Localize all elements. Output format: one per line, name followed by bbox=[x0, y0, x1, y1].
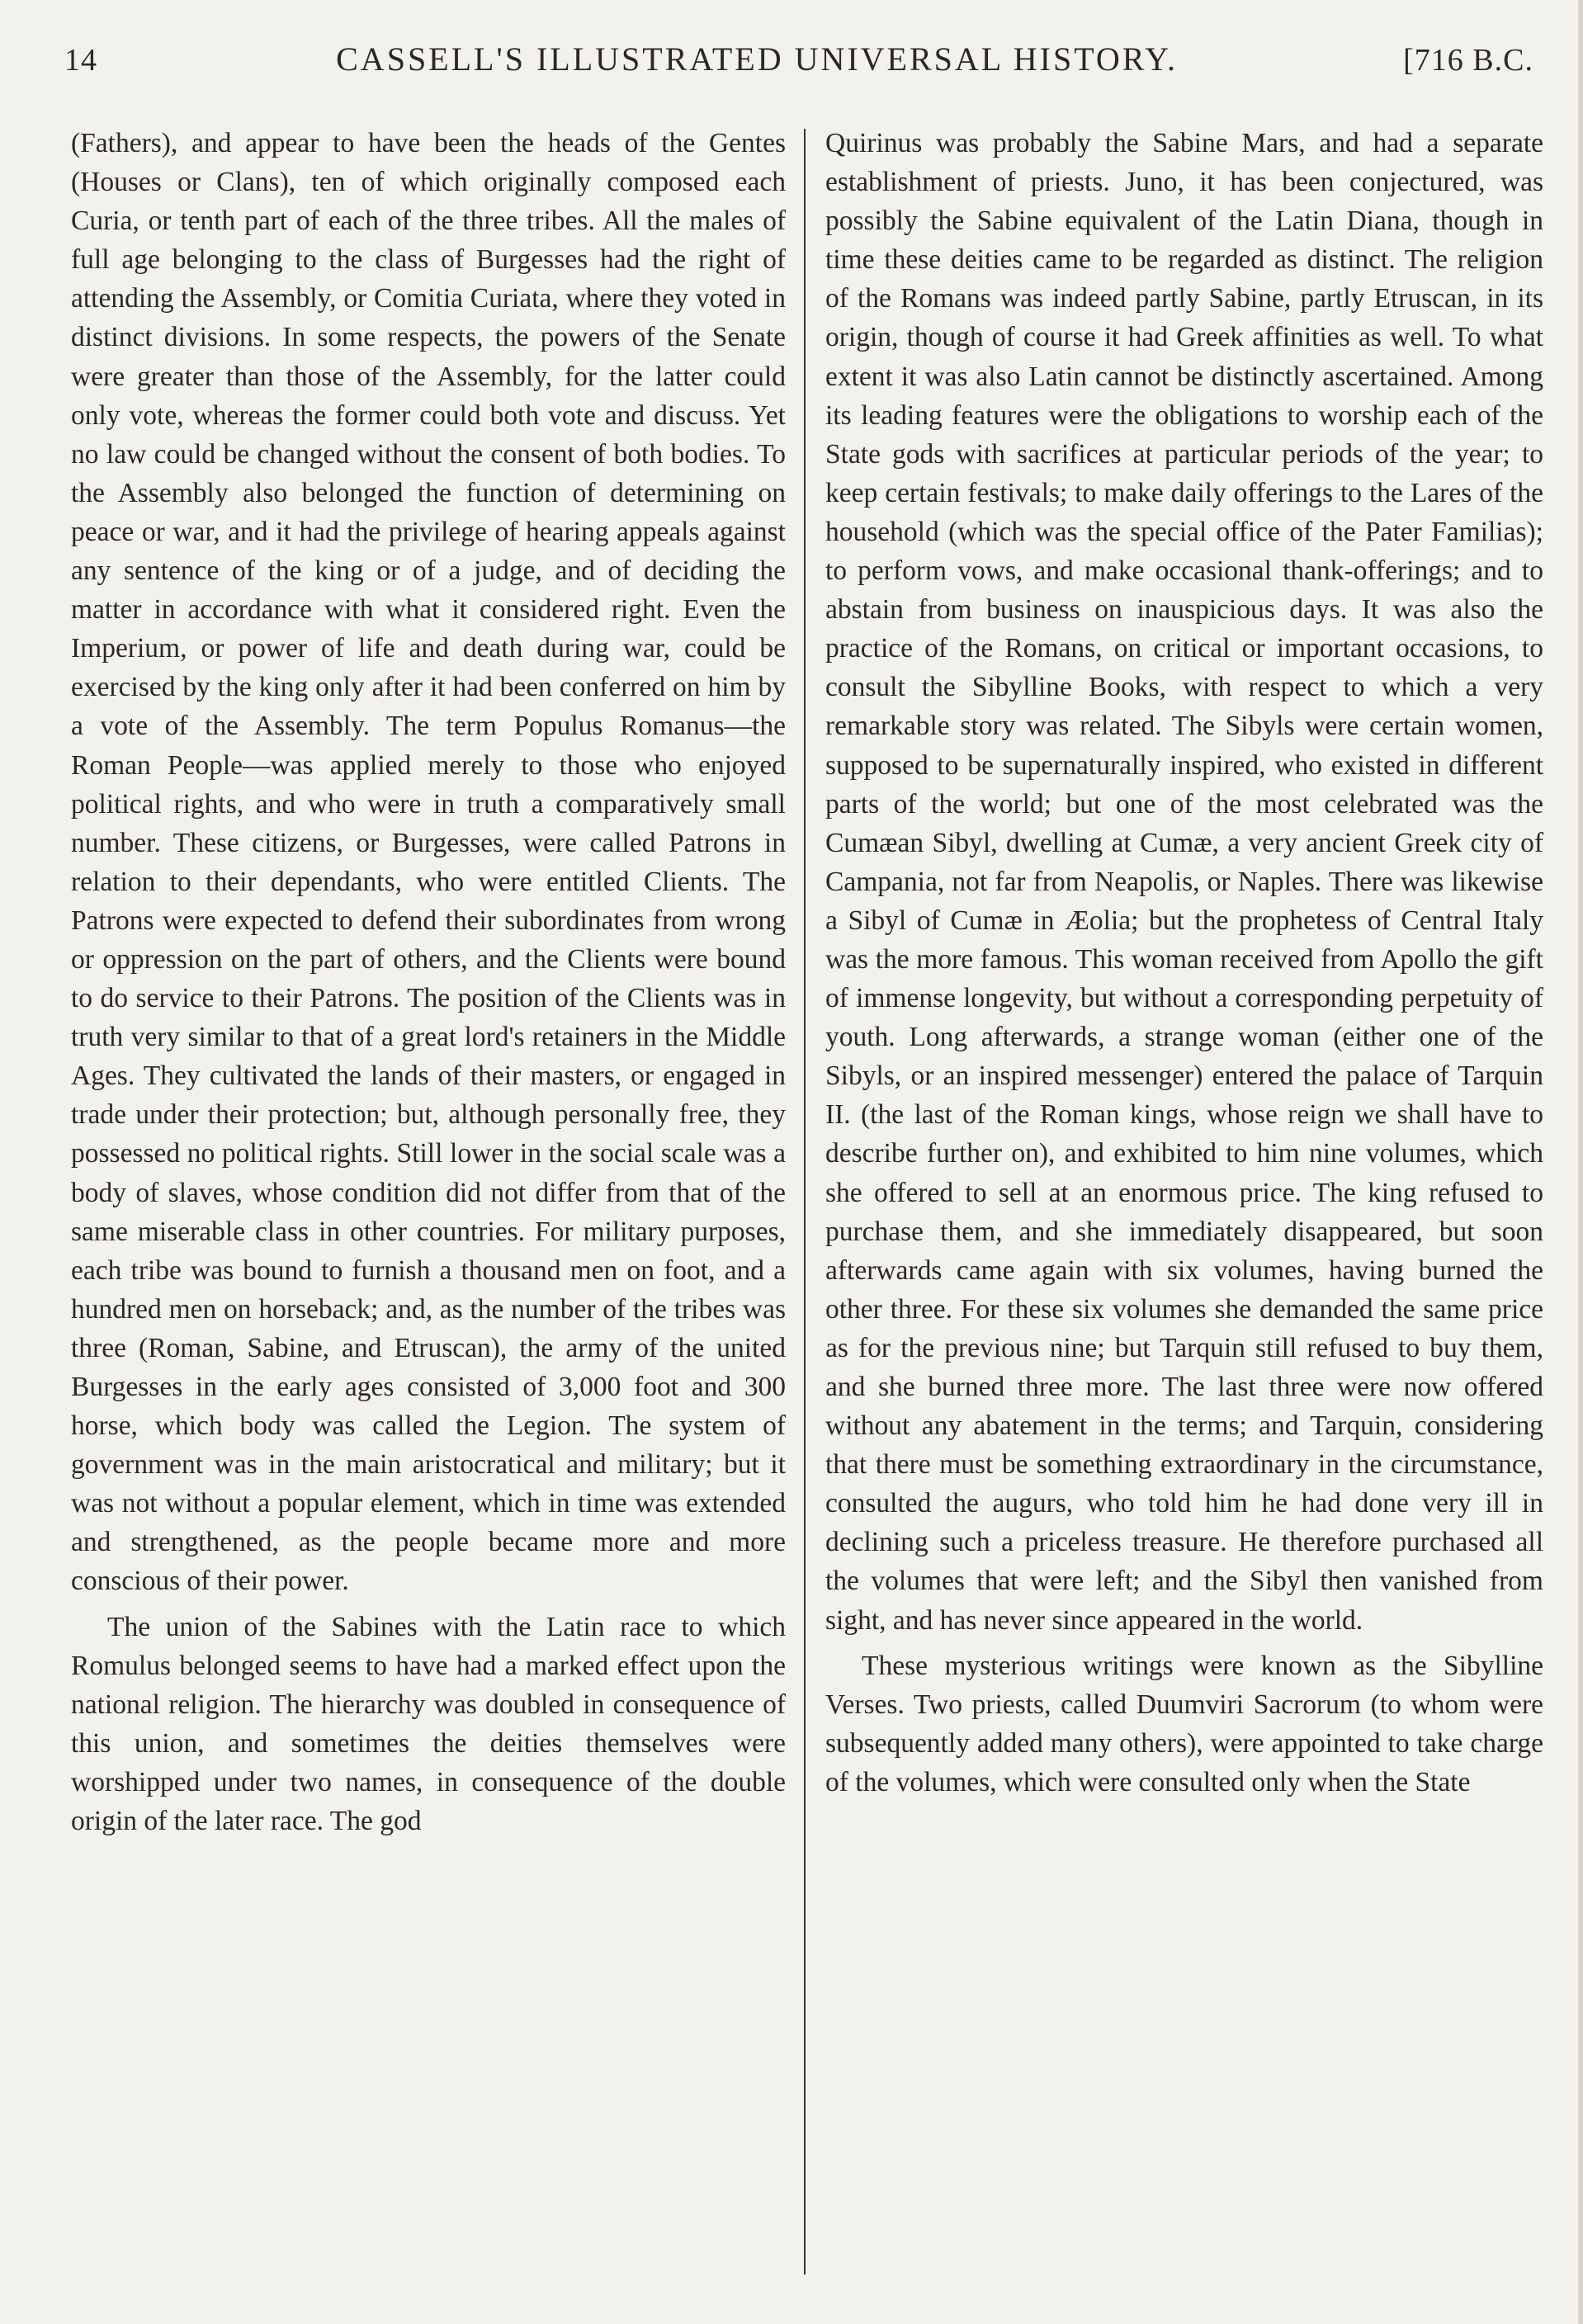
left-paragraph-2: The union of the Sabines with the Latin race to which Romulus belonged seems to have had a marked effect upon the national religion. The hierarchy was doubled in consequence of this union, and sometimes the deities themselves were worshipped under two names, in consequence of the double origin of the later race. The god bbox=[71, 1611, 786, 1837]
column-divider bbox=[804, 129, 806, 2274]
right-paragraph-2: These mysterious writings were known as the Sibylline Verses. Two priests, called Duumviri Sacrorum (to whom were subsequently added many others), were appointed to take charge of the volumes, which were consulted only when the State bbox=[825, 1650, 1543, 1797]
page-header bbox=[64, 40, 1533, 89]
left-column bbox=[71, 124, 786, 1840]
right-column bbox=[825, 124, 1543, 1802]
page-edge bbox=[1578, 0, 1583, 2324]
running-title: CASSELL'S ILLUSTRATED UNIVERSAL HISTORY. bbox=[336, 40, 1179, 78]
left-paragraph-1: (Fathers), and appear to have been the heads of the Gentes (Houses or Clans), ten of which originally composed each Curia, or tenth part of each of the three tribes. All the males of full age belonging to the class of Burgesses had the right of attending the Assembly, or Comitia Curiata, where they voted in distinct divisions. In some respects, the powers of the Senate were greater than those of the Assembly, for the latter could only vote, whereas the former could both vote and discuss. Yet no law could be changed without the consent of both bodies. To the Assembly also belonged the function of determining on peace or war, and it had the privilege of hearing appeals against any sentence of the king or of a judge, and of deciding the matter in accordance with what it considered right. Even the Imperium, or power of life and death during war, could be exercised by the king only after it had been conferred on him by a vote of the Assembly. The term Populus Romanus—the Roman People—was applied merely to those who enjoyed political rights, and who were in truth a comparatively small number. These citizens, or Burgesses, were called Patrons in relation to their dependants, who were entitled Clients. The Patrons were expected to defend their subordinates from wrong or oppression on the part of others, and the Clients were bound to do service to their Patrons. The position of the Clients was in truth very similar to that of a great lord's retainers in the Middle Ages. They cultivated the lands of their masters, or engaged in trade under their protection; but, although personally free, they possessed no political rights. Still lower in the social scale was a body of slaves, whose condition did not differ from that of the same miserable class in other countries. For military purposes, each tribe was bound to furnish a thousand men on foot, and a hundred men on horseback; and, as the number of the tribes was three (Roman, Sabine, and Etruscan), the army of the united Burgesses in the early ages consisted of 3,000 foot and 300 horse, which body was called the Legion. The system of government was in the main aristocratical and military; but it was not without a popular element, which in time was extended and strengthened, as the people became more and more conscious of their power. bbox=[71, 128, 786, 1597]
date-marker: [716 B.C. bbox=[1403, 43, 1533, 78]
right-paragraph-1: Quirinus was probably the Sabine Mars, and had a separate establishment of priests. Juno, it has been conjectured, was possibly the Sabine equivalent of the Latin Diana, though in time these deities came to be regarded as distinct. The religion of the Romans was indeed partly Sabine, partly Etruscan, in its origin, though of course it had Greek affinities as well. To what extent it was also Latin cannot be distinctly ascertained. Among its leading features were the obligations to worship each of the State gods with sacrifices at particular periods of the year; to keep certain festivals; to make daily offerings to the Lares of the household (which was the special office of the Pater Familias); to perform vows, and make occasional thank-offerings; and to abstain from business on inauspicious days. It was also the practice of the Romans, on critical or important occasions, to consult the Sibylline Books, with respect to which a very remarkable story was related. The Sibyls were certain women, supposed to be supernaturally inspired, who existed in different parts of the world; but one of the most celebrated was the Cumæan Sibyl, dwelling at Cumæ, a very ancient Greek city of Campania, not far from Neapolis, or Naples. There was likewise a Sibyl of Cumæ in Æolia; but the prophetess of Central Italy was the more famous. This woman received from Apollo the gift of immense longevity, but without a corresponding perpetuity of youth. Long afterwards, a strange woman (either one of the Sibyls, or an inspired messenger) entered the palace of Tarquin II. (the last of the Roman kings, whose reign we shall have to describe further on), and exhibited to him nine volumes, which she offered to sell at an enormous price. The king refused to purchase them, and she immediately disappeared, but soon afterwards came again with six volumes, having burned the other three. For these six volumes she demanded the same price as for the previous nine; but Tarquin still refused to buy them, and she burned three more. The last three were now offered without any abatement in the terms; and Tarquin, considering that there must be something extraordinary in the circumstance, consulted the augurs, who told him he had done very ill in declining such a priceless treasure. He therefore purchased all the volumes that were left; and the Sibyl then vanished from sight, and has never since appeared in the world. bbox=[825, 128, 1543, 1636]
page-number: 14 bbox=[64, 43, 97, 78]
